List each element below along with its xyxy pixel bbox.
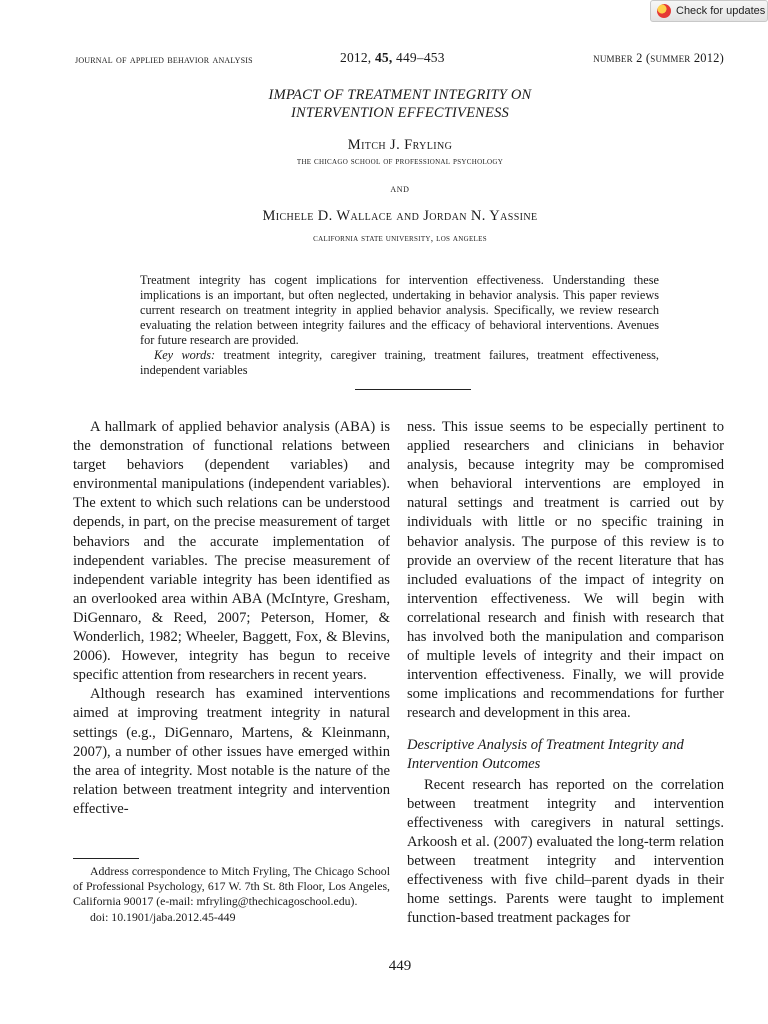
right-column [407, 418, 724, 928]
second-authors: Michele D. Wallace and Jordan N. Yassine [262, 208, 538, 224]
doi: doi: 10.1901/jaba.2012.45-449 [90, 909, 236, 924]
keywords-list: treatment integrity, caregiver training, treatment failures, treatment effectiveness, independent variables [140, 348, 659, 377]
abstract-text: Treatment integrity has cogent implications for intervention effectiveness. Understanding these implications is an important, but often neglected, undertaking in behavior analysis. This paper reviews current research on treatment integrity in applied behavior analysis. Specifically, we review research evaluating the relation between integrity failures and the efficacy of behavioral interventions. Avenues for future research are provided. [140, 273, 659, 347]
check-for-updates-label: Check for updates [676, 5, 766, 17]
first-author: Mitch J. Fryling [347, 137, 453, 153]
paragraph: ness. This issue seems to be especially pertinent to applied researchers and clinicians in behavior analysis, because integrity may be compromised when behavioral interventions are employed in natural settings and treatment is carried out by individuals with little or no specific training in behavior analysis. The purpose of this review is to provide an overview of the recent literature that has included evaluations of the impact of integrity on intervention effectiveness. We will begin with correlational research and finish with research that has involved both the manipulation and comparison of multiple levels of integrity and their impact on intervention effectiveness. Finally, we will provide some implications and recommendations for further research and development in this area. [407, 419, 724, 722]
check-for-updates-button[interactable] [650, 0, 768, 22]
volume: 45, [374, 50, 393, 65]
keywords [140, 348, 659, 378]
article-title [0, 86, 768, 122]
paragraph: Although research has examined interventions aimed at improving treatment integrity in natural settings (e.g., DiGennaro, Martens, & Kleinmann, 2007), a number of other issues have emerged within the area of integrity. Most notable is the nature of the relation between treatment integrity and intervention effective- [73, 686, 390, 817]
year: 2012, [340, 50, 372, 65]
crossmark-icon [657, 4, 671, 18]
title-line-1: IMPACT OF TREATMENT INTEGRITY ON [268, 87, 532, 103]
left-column [73, 418, 390, 819]
title-line-2: INTERVENTION EFFECTIVENESS [291, 105, 509, 121]
paragraph: A hallmark of applied behavior analysis (ABA) is the demonstration of functional relations between target behaviors (dependent variables) and environmental manipulations (independent variables). The extent to which such relations can be understood depends, in part, on the precise measurement of target behaviors and the accurate implementation of independent variables. The precise measurement of independent variable integrity has been identified as an overlooked area within ABA (McIntyre, Gresham, DiGennaro, & Reed, 2007; Peterson, Homer, & Wonderlich, 1982; Wheeler, Baggett, Fox, & Blevins, 2006). However, integrity has begun to receive specific attention from researchers in recent years. [73, 419, 390, 684]
abstract [140, 273, 659, 378]
abstract-divider [355, 389, 471, 390]
page-number: 449 [388, 958, 412, 974]
footnote [73, 864, 390, 925]
keywords-label: Key words: [154, 348, 216, 362]
second-affiliation: california state university, los angeles [313, 234, 487, 244]
footnote-divider [73, 858, 139, 859]
section-heading: Descriptive Analysis of Treatment Integrity and Intervention Outcomes [407, 736, 684, 772]
correspondence-note: Address correspondence to Mitch Fryling, The Chicago School of Professional Psychology, 617 W. 7th St. 8th Floor, Los Angeles, California 90017 (e-mail: mfryling@thechicagoschool.edu). [73, 864, 390, 909]
paragraph: Recent research has reported on the correlation between treatment integrity and intervention effectiveness with caregivers in natural settings. Arkoosh et al. (2007) evaluated the long-term relation between treatment integrity and intervention effectiveness with five child–parent dyads in their home settings. Parents were taught to implement function-based treatment packages for [407, 776, 724, 927]
author-conjunction: and [390, 183, 410, 195]
first-affiliation: the chicago school of professional psychology [296, 157, 504, 167]
journal-name: journal of applied behavior analysis [75, 52, 253, 66]
issue-info: number 2 (summer 2012) [593, 51, 724, 65]
pages: 449–453 [396, 50, 445, 65]
citation [340, 50, 445, 66]
